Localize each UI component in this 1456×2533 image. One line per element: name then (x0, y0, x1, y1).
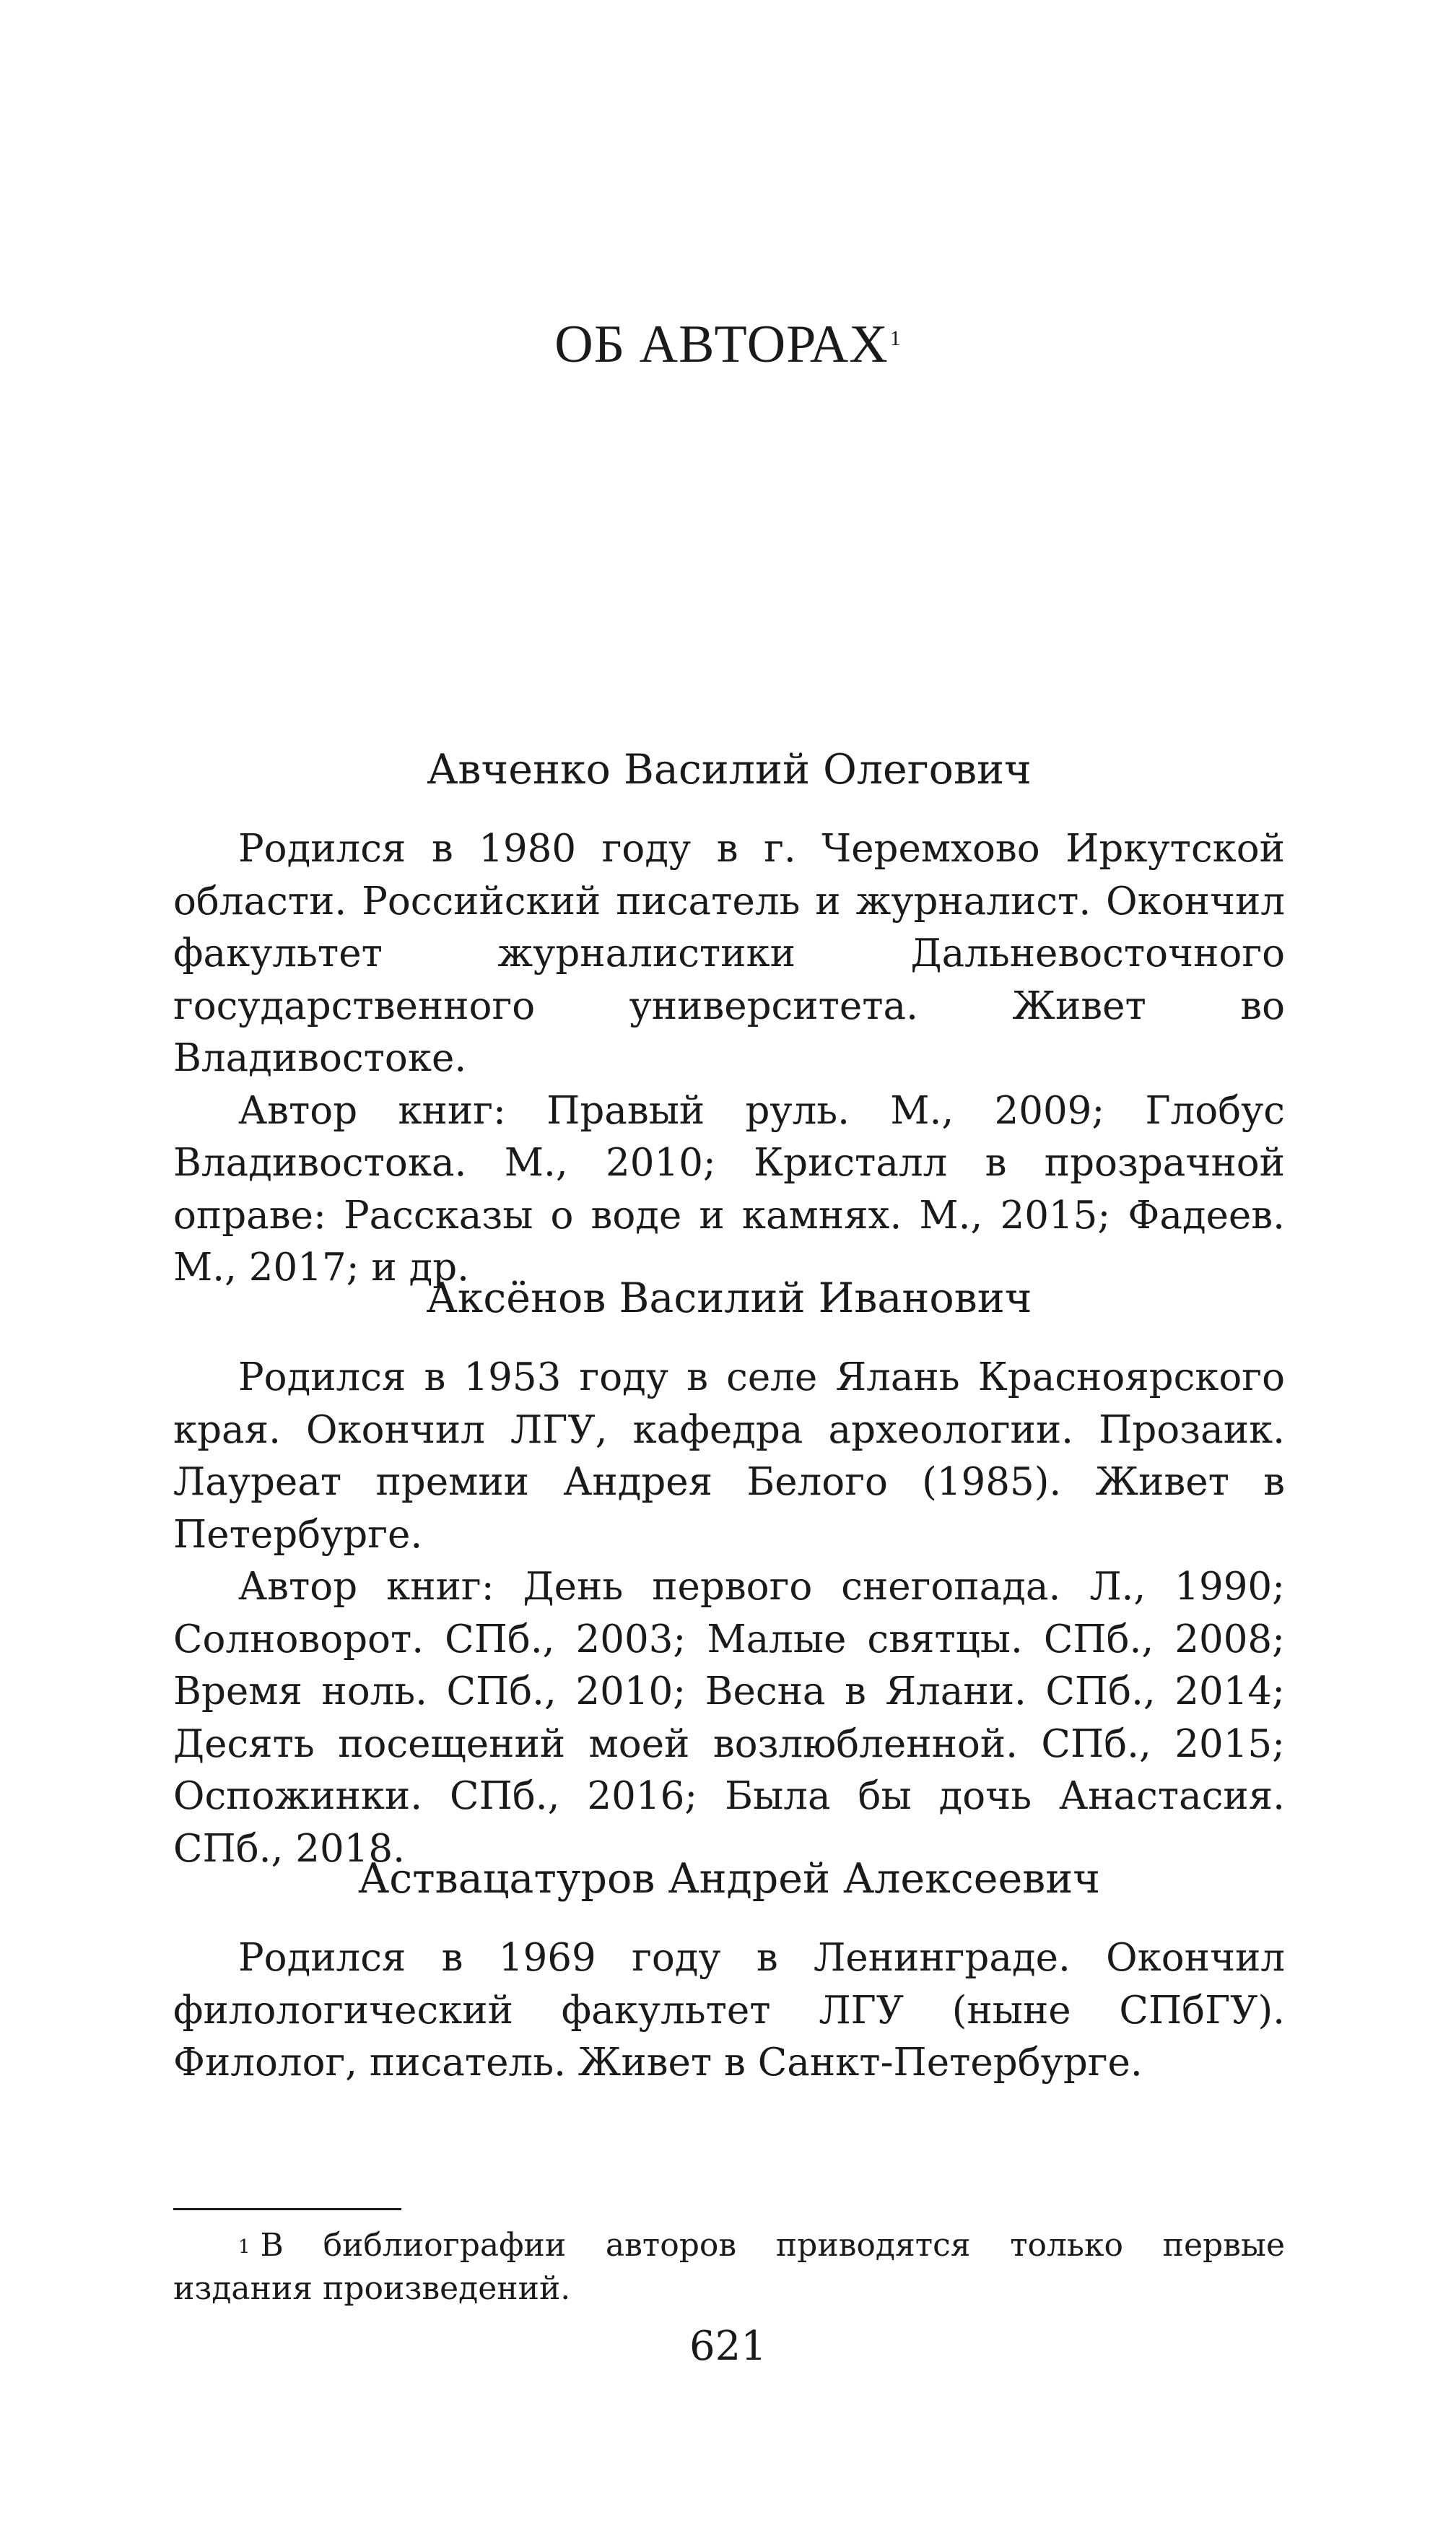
author-name: Аствацатуров Андрей Алексеевич (358, 1855, 1100, 1903)
author-name: Аксёнов Василий Иванович (426, 1274, 1032, 1322)
footnote-divider (173, 2208, 401, 2210)
footnote (173, 2224, 1285, 2311)
author-name: Авченко Василий Олегович (427, 746, 1032, 794)
author-bio: Родился в 1953 году в селе Ялань Красноярского края. Окончил ЛГУ, кафедра археологии. Прозаик. Лауреат премии Андрея Белого (1985). Живет в Петербурге. (173, 1355, 1285, 1557)
author-entry-avchenko (173, 744, 1285, 1295)
author-entry-aksenov (173, 1272, 1285, 1875)
author-bibliography: Автор книг: День первого снегопада. Л., 1990; Солноворот. СПб., 2003; Малые святцы. СПб., 2008; Время ноль. СПб., 2010; Весна в Ялани. СПб., 2014; Десять посещений моей возлюбленной. СПб., 2015; Оспожинки. СПб., 2016; Была бы дочь Анастасия. СПб., 2018. (173, 1565, 1285, 1871)
footnote-number: 1 (238, 2236, 250, 2258)
author-bio: Родился в 1969 году в Ленинграде. Окончил филологический факультет ЛГУ (ныне СПбГУ). Филолог, писатель. Живет в Санкт-Петербурге. (173, 1936, 1285, 2085)
page-number: 621 (689, 2323, 767, 2370)
footnote-text: В библиографии авторов приводятся только первые издания произведений. (173, 2227, 1285, 2307)
page-title (0, 312, 1456, 377)
author-entry-astvatsaturov (173, 1853, 1285, 2090)
author-bio: Родился в 1980 году в г. Черемхово Иркутской области. Российский писатель и журналист. Окончил факультет журналистики Дальневосточного государственного университета. Живет во Владивостоке. (173, 827, 1285, 1080)
author-bibliography: Автор книг: Правый руль. М., 2009; Глобус Владивостока. М., 2010; Кристалл в прозрачной оправе: Рассказы о воде и камнях. М., 2015; Фадеев. М., 2017; и др. (173, 1088, 1285, 1290)
page-title-text: ОБ АВТОРАХ (554, 315, 889, 374)
footnote-marker: 1 (889, 326, 902, 350)
